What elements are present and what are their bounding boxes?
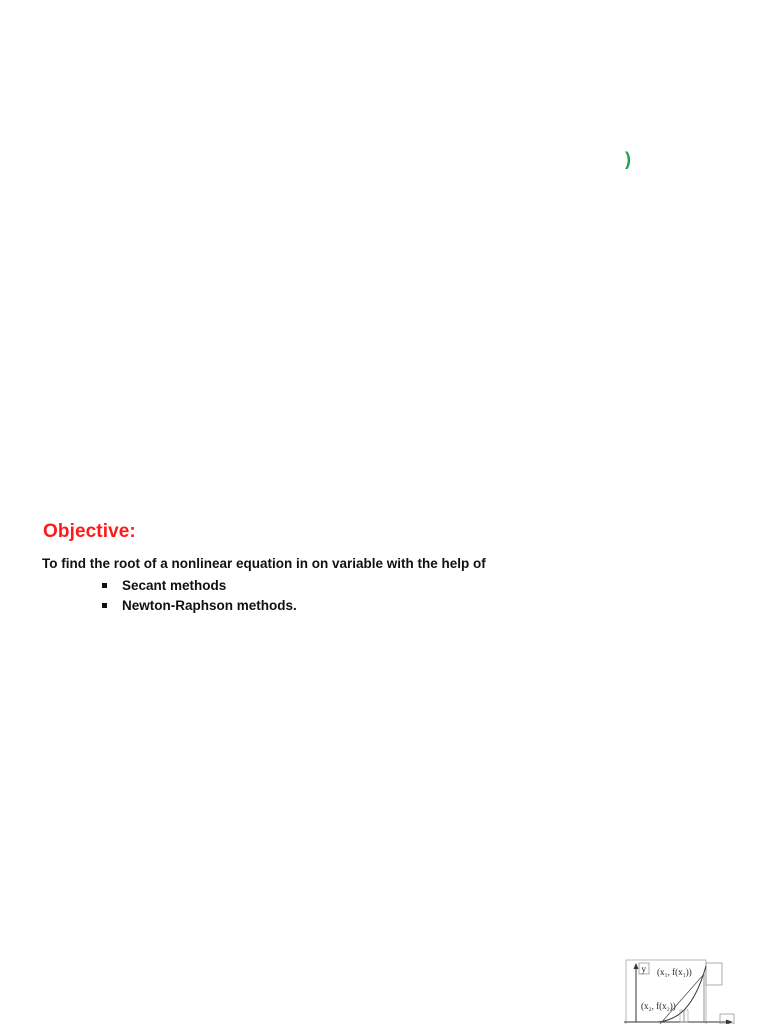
point-label-1: (x₁, f(x₁)) [657, 967, 692, 977]
method-label: Newton-Raphson methods. [122, 597, 297, 613]
point-label-box-1 [706, 963, 722, 985]
square-bullet-icon [102, 603, 107, 608]
x-axis-arrow-icon [726, 1020, 733, 1024]
secant-diagram [620, 952, 768, 1024]
objective-text: To find the root of a nonlinear equation in on variable with the help of [42, 556, 486, 571]
method-list [102, 575, 297, 615]
list-item-newton-raphson [102, 595, 297, 615]
point-label-2: (x₂, f(x₂)) [641, 1001, 676, 1011]
secant-line [660, 974, 704, 1024]
y-axis-label: y [641, 964, 646, 974]
square-bullet-icon [102, 583, 107, 588]
method-label: Secant methods [122, 577, 227, 593]
y-axis-arrow-icon [634, 963, 639, 969]
stray-paren-mark: ) [625, 149, 631, 169]
objective-heading: Objective: [43, 521, 136, 542]
secant-method-figure [620, 952, 768, 1024]
list-item-secant [102, 575, 297, 595]
